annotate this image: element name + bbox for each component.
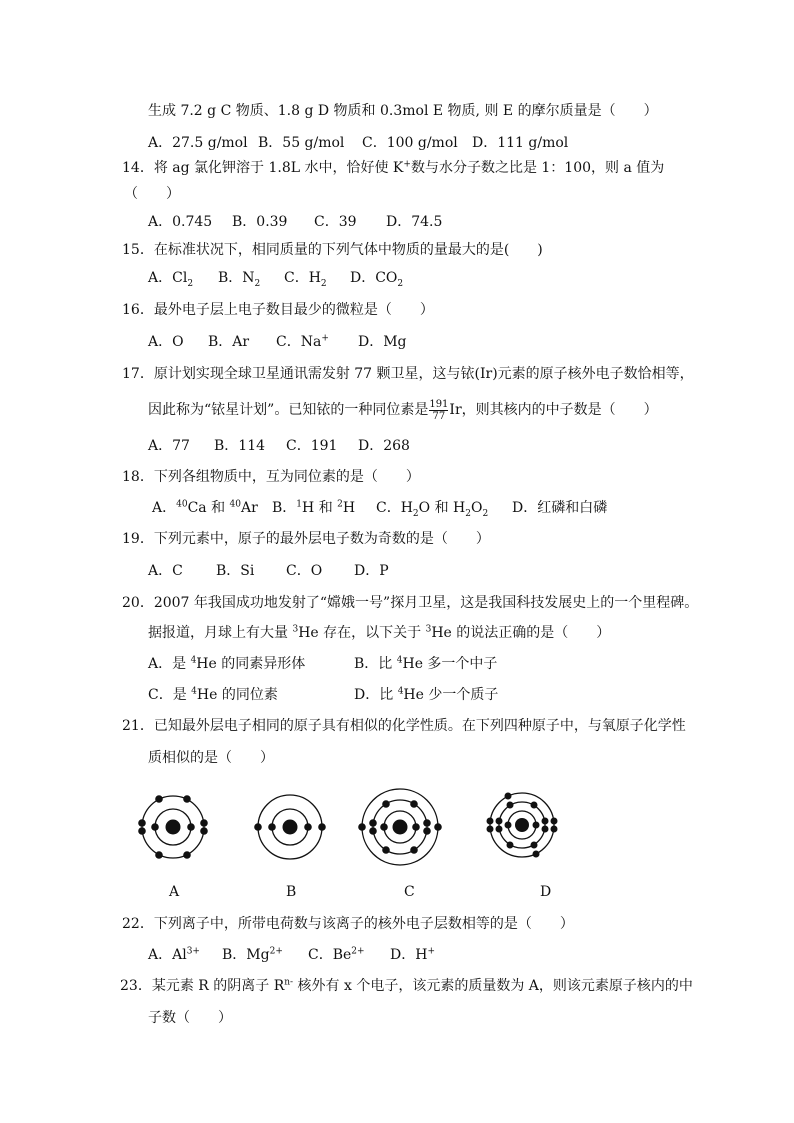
- q14-option-a: A．0.745: [148, 214, 213, 230]
- q18-a-label: A．: [152, 500, 177, 516]
- atom-d-electron: [496, 818, 503, 825]
- atom-c-electron: [410, 800, 418, 808]
- q18-c-text1: C．H: [376, 500, 413, 516]
- atom-d-electron: [542, 818, 549, 825]
- q20-stem-line2: [148, 623, 610, 643]
- atom-d-electron: [551, 818, 558, 825]
- q21-stem-line1: 21．已知最外层电子相同的原子具有相似的化学性质。在下列四种原子中，与氧原子化学性: [122, 718, 686, 734]
- atom-a-electron: [183, 851, 191, 859]
- atom-c-electron: [412, 823, 420, 831]
- atom-d-electron: [505, 793, 512, 800]
- q19-stem: 19．下列元素中，原子的最外层电子数为奇数的是（ ）: [122, 531, 490, 547]
- q23-sup: n-: [284, 977, 294, 988]
- q17-option-c: C．191: [286, 438, 338, 454]
- q17-text-b: ，则其核内的中子数是（ ）: [461, 402, 658, 418]
- q21-stem-line2: 质相似的是（ ）: [148, 750, 274, 766]
- q18-option-d: D．红磷和白磷: [512, 500, 608, 516]
- q20-c-text2: He 的同位素: [196, 687, 278, 703]
- q14-option-d: D．74.5: [386, 214, 443, 230]
- q15-stem: 15．在标准状况下，相同质量的下列气体中物质的量最大的是( ): [122, 242, 543, 258]
- q20-b-text1: B．比: [354, 656, 397, 672]
- atom-diagram-c: [358, 789, 442, 865]
- q16-c-sup: +: [321, 333, 329, 344]
- q15-d-sub: 2: [397, 278, 404, 289]
- q17-isotope-fraction: [429, 399, 448, 422]
- q18-a-text1: Ca 和: [187, 500, 230, 516]
- q18-a-sup2: 40: [229, 499, 241, 510]
- q17-stem-line2: [148, 397, 658, 423]
- atom-d-electron: [487, 826, 494, 833]
- q14-option-c: C．39: [314, 214, 357, 230]
- atom-c-electron: [410, 846, 418, 854]
- atom-d-electron: [533, 822, 540, 829]
- q18-a-sup1: 40: [176, 499, 188, 510]
- q19-option-a: A．C: [148, 563, 183, 579]
- atom-c-electron: [382, 846, 390, 854]
- q16-option-d: [358, 332, 407, 352]
- atom-diagram-a: [138, 795, 208, 859]
- atom-label-b: B: [286, 884, 297, 900]
- q20-text-c: He 的说法正确的是（ ）: [431, 625, 611, 641]
- q16-option-b: [208, 332, 249, 352]
- atom-a-nucleus: [166, 820, 181, 835]
- q23-text-b: 核外有 x 个电子，该元素的质量数为 A，则该元素原子核内的中: [293, 978, 693, 994]
- q17-option-d: D．268: [358, 438, 410, 454]
- q14-text-b: 数与水分子数之比是 1：100，则 a 值为: [410, 160, 665, 176]
- q13-option-b: B．55 g/mol: [258, 135, 345, 151]
- q13-option-c: C．100 g/mol: [362, 135, 458, 151]
- q18-option-c: [376, 498, 488, 518]
- q20-d-sup: 4: [397, 686, 404, 697]
- atom-label-a: A: [169, 884, 180, 900]
- q18-c-sub2: 2: [465, 508, 471, 519]
- q17-text-a: 因此称为“铱星计划”。已知铱的一种同位素是: [148, 402, 429, 418]
- atom-c-electron: [369, 827, 377, 835]
- q23-stem-line1: [120, 976, 693, 996]
- q20-sup-3a: 3: [292, 624, 299, 635]
- q22-option-b: [222, 945, 283, 965]
- atom-d-electron: [507, 842, 514, 849]
- q23-stem-line2: 子数（ ）: [148, 1010, 232, 1026]
- q22-stem: 22．下列离子中，所带电荷数与该离子的核外电子层数相等的是（ ）: [122, 916, 574, 932]
- atom-b-nucleus: [283, 820, 298, 835]
- q16-stem: 16．最外电子层上电子数目最少的微粒是（ ）: [122, 302, 434, 318]
- q15-c-sub: 2: [320, 278, 327, 289]
- atom-d-electron: [531, 802, 538, 809]
- q16-a-text: A．O: [148, 334, 184, 350]
- q18-stem: 18．下列各组物质中，互为同位素的是（ ）: [122, 469, 420, 485]
- q16-option-a: [148, 332, 184, 352]
- q14-text-a: 14．将 ag 氯化钾溶于 1.8L 水中，恰好使 K: [122, 160, 404, 176]
- q23-text-a: 23．某元素 R 的阴离子 R: [120, 978, 285, 994]
- q15-c-text: C．H: [284, 270, 321, 286]
- q15-option-a: [148, 268, 193, 288]
- q20-option-a: [148, 654, 305, 674]
- atom-a-electron: [200, 827, 208, 835]
- q20-sup-3b: 3: [425, 624, 432, 635]
- atom-d-electron: [531, 842, 538, 849]
- q14-stem-line1: [122, 158, 664, 178]
- atom-a-electron: [155, 795, 163, 803]
- q20-text-a: 据报道，月球上有大量: [148, 625, 293, 641]
- q17-symbol: Ir: [449, 402, 462, 418]
- atom-c-nucleus: [393, 820, 408, 835]
- q14-sup: +: [403, 159, 411, 170]
- atom-c-electron: [382, 800, 390, 808]
- q18-c-sub1: 2: [412, 508, 419, 519]
- q15-a-text: A．Cl: [148, 270, 188, 286]
- q18-b-text1: H 和: [302, 500, 338, 516]
- q18-b-label: B．: [272, 500, 297, 516]
- atom-d-electron: [487, 818, 494, 825]
- q22-option-c: [308, 945, 365, 965]
- q20-a-text1: A．是: [148, 656, 191, 672]
- atom-diagram-d: [487, 793, 558, 858]
- atom-c-electron: [369, 819, 377, 827]
- q22-d-text: D．H: [390, 947, 428, 963]
- q16-d-text: D．Mg: [358, 334, 407, 350]
- atom-b-electron: [254, 823, 262, 831]
- atom-d-electron: [505, 822, 512, 829]
- q18-c-text2: O 和 H: [418, 500, 466, 516]
- atom-d-electron: [533, 851, 540, 858]
- q18-a-text2: Ar: [241, 500, 258, 516]
- q20-d-text1: D．比: [354, 687, 398, 703]
- q22-d-sup: +: [427, 946, 435, 957]
- atom-c-electron: [423, 819, 431, 827]
- q16-c-text: C．Na: [276, 334, 322, 350]
- q15-option-b: [218, 268, 260, 288]
- q20-b-text2: He 多一个中子: [402, 656, 498, 672]
- atom-d-electron: [542, 826, 549, 833]
- q20-option-b: [354, 654, 497, 674]
- q19-option-c: C．O: [286, 563, 323, 579]
- q18-option-b: [272, 498, 355, 518]
- q20-a-sup: 4: [190, 655, 197, 666]
- q17-option-a: A．77: [148, 438, 190, 454]
- atom-c-electron: [358, 823, 366, 831]
- q15-option-c: [284, 268, 327, 288]
- q15-a-sub: 2: [187, 278, 194, 289]
- q17-stem-line1: 17．原计划实现全球卫星通讯需发射 77 颗卫星，这与铱(Ir)元素的原子核外电子数恰相等，: [122, 366, 694, 382]
- q18-b-sup2: 2: [337, 499, 343, 510]
- atom-a-electron: [187, 823, 195, 831]
- q20-c-text1: C．是: [148, 687, 192, 703]
- q20-option-c: [148, 685, 278, 705]
- q18-option-a: [152, 498, 258, 518]
- q14-stem-line2: （ ）: [124, 186, 180, 202]
- atom-a-electron: [138, 827, 146, 835]
- atom-b-electron: [304, 823, 312, 831]
- atom-label-d: D: [540, 884, 552, 900]
- q22-b-sup: 2+: [269, 946, 283, 957]
- q19-option-d: D．P: [354, 563, 389, 579]
- q18-c-sub3: 2: [482, 508, 489, 519]
- q22-a-sup: 3+: [186, 946, 200, 957]
- q15-b-text: B．N: [218, 270, 255, 286]
- q18-c-o: O: [470, 500, 483, 516]
- atom-a-electron: [138, 819, 146, 827]
- q20-text-b: He 存在，以下关于: [298, 625, 426, 641]
- q16-b-text: B．Ar: [208, 334, 250, 350]
- atom-a-electron: [151, 823, 159, 831]
- q16-option-c: [276, 332, 329, 352]
- atom-b-electron: [318, 823, 326, 831]
- q22-c-text: C．Be: [308, 947, 352, 963]
- q22-c-sup: 2+: [351, 946, 365, 957]
- q20-b-sup: 4: [396, 655, 403, 666]
- q20-a-text2: He 的同素异形体: [196, 656, 306, 672]
- q22-b-text: B．Mg: [222, 947, 270, 963]
- atom-b-electron: [268, 823, 276, 831]
- q18-b-sup1: 1: [296, 499, 303, 510]
- q14-option-b: B．0.39: [232, 214, 288, 230]
- atom-a-electron: [155, 851, 163, 859]
- atom-diagram-b: [254, 795, 326, 859]
- atom-a-electron: [200, 819, 208, 827]
- q15-option-d: [350, 268, 403, 288]
- q17-atomic-number: 77: [432, 410, 446, 422]
- atom-d-nucleus: [515, 818, 529, 832]
- q17-mass-number: 191: [429, 398, 449, 410]
- q15-b-sub: 2: [254, 278, 261, 289]
- q20-c-sup: 4: [191, 686, 197, 697]
- atom-label-c: C: [404, 884, 415, 900]
- q20-d-text2: He 少一个质子: [403, 687, 499, 703]
- atom-d-electron: [551, 826, 558, 833]
- q13-option-d: D．111 g/mol: [472, 135, 569, 151]
- q15-d-text: D．CO: [350, 270, 398, 286]
- q17-option-b: B．114: [214, 438, 266, 454]
- atom-d-electron: [496, 826, 503, 833]
- atom-a-electron: [183, 795, 191, 803]
- atom-c-electron: [434, 823, 442, 831]
- q20-stem-line1: 20．2007 年我国成功地发射了“嫦娥一号”探月卫星，这是我国科技发展史上的一个里程碑。: [122, 595, 699, 611]
- q21-atom-diagrams: [0, 770, 794, 890]
- atom-d-electron: [507, 802, 514, 809]
- q22-option-d: [390, 945, 435, 965]
- q13-continuation: 生成 7.2 g C 物质、1.8 g D 物质和 0.3mol E 物质, 则 E 的摩尔质量是（ ）: [148, 103, 658, 119]
- q18-b-text2: H: [342, 500, 356, 516]
- q22-a-text: A．Al: [148, 947, 187, 963]
- q20-option-d: [354, 685, 498, 705]
- atom-c-electron: [380, 823, 388, 831]
- q13-option-a: A．27.5 g/mol: [148, 135, 248, 151]
- atom-c-electron: [423, 827, 431, 835]
- q19-option-b: B．Si: [216, 563, 255, 579]
- q22-option-a: [148, 945, 200, 965]
